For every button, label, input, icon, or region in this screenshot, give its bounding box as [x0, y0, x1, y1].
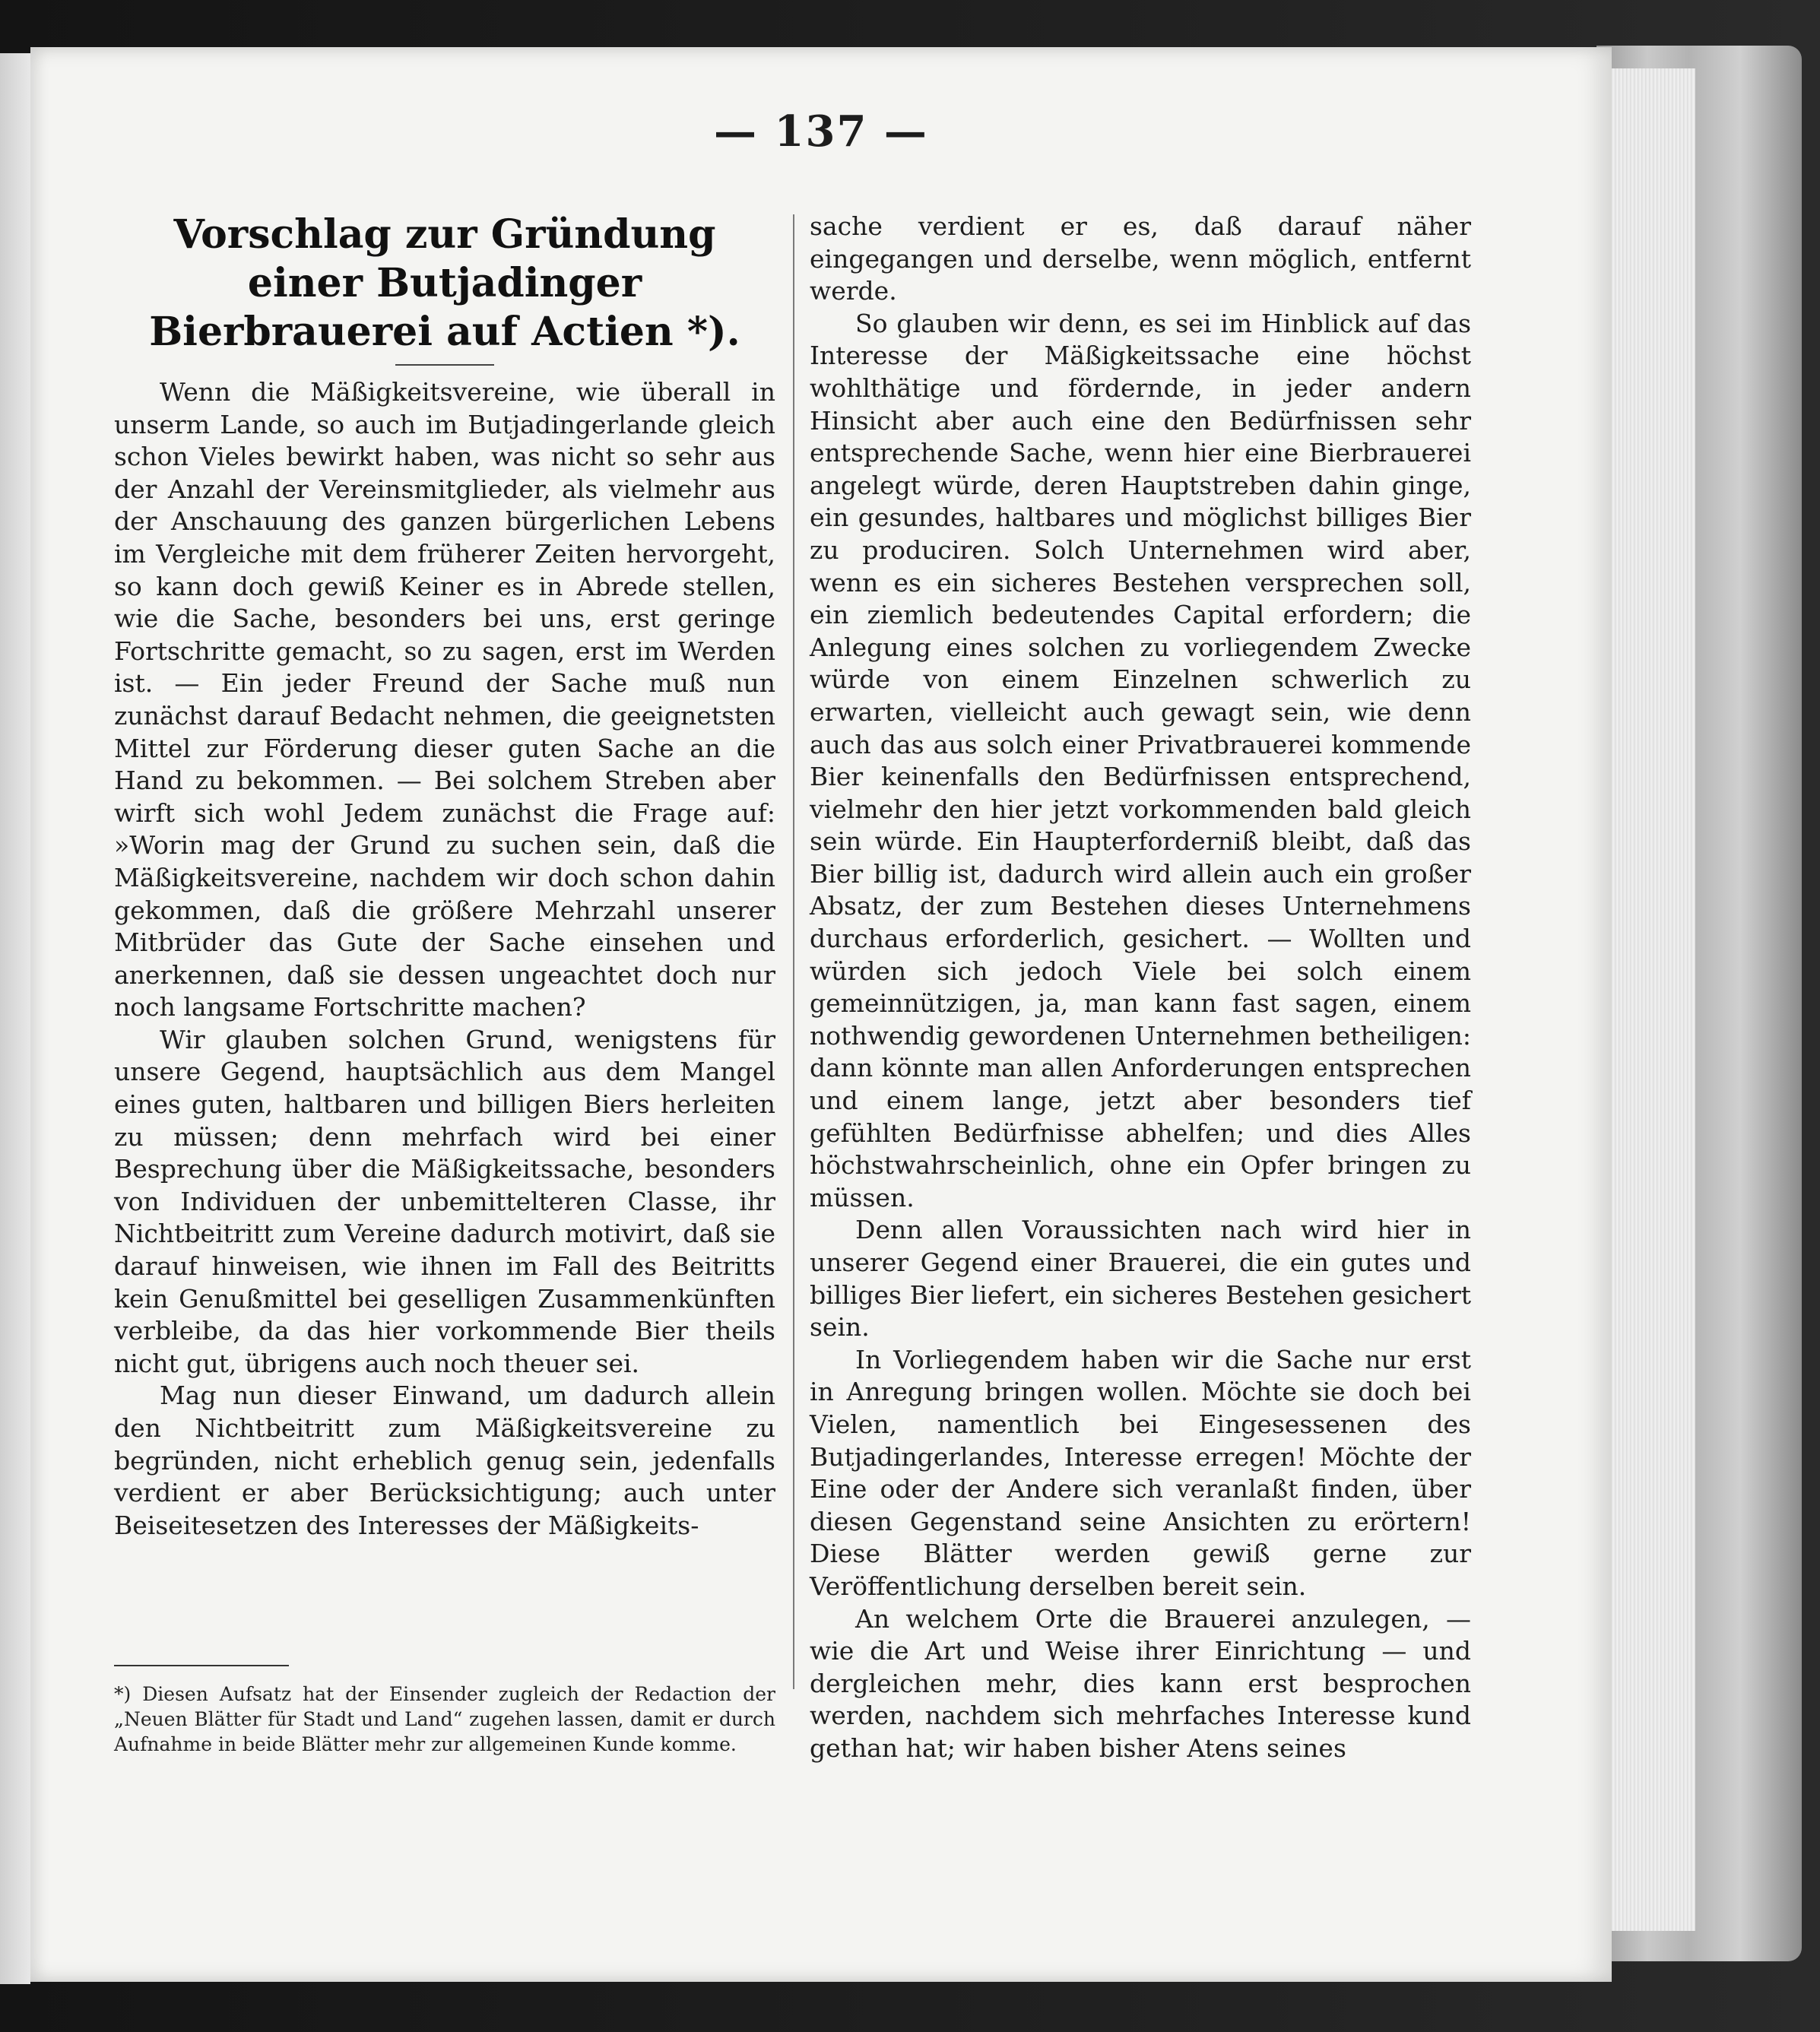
right-column — [810, 211, 1471, 1765]
left-column — [114, 211, 775, 1542]
footnote-rule — [114, 1665, 289, 1666]
article-title: Vorschlag zur Gründung einer Butjadinger Bierbrauerei auf Actien *). — [149, 211, 740, 355]
page-stack-edge — [1612, 68, 1695, 1931]
paragraph: sache verdient er es, daß darauf näher eingegangen und derselbe, wenn möglich, entfernt werde. — [810, 211, 1471, 306]
paragraph: Mag nun dieser Einwand, um dadurch allein den Nichtbeitritt zum Mäßigkeitsvereine zu begründen, nicht erheblich genug sein, jedenfalls verdient er aber Berücksichtigung; auch unter Beiseitesetzen des Interesses der Mäßigkeits- — [114, 1381, 775, 1540]
title-rule — [395, 364, 494, 366]
paragraph: Wenn die Mäßigkeitsvereine, wie überall in unserm Lande, so auch im Butjadingerlande gleich schon Vieles bewirkt haben, was nicht so sehr aus der Anzahl der Vereinsmitglieder, als vielmehr aus der Anschauung des ganzen bürgerlichen Lebens im Vergleiche mit dem früherer Zeiten hervorgeht, so kann doch gewiß Keiner es in Abrede stellen, wie die Sache, besonders bei uns, erst geringe Fortschritte gemacht, so zu sagen, erst im Werden ist. — Ein jeder Freund der Sache muß nun zunächst darauf Bedacht nehmen, die geeignetsten Mittel zur Förderung dieser guten Sache an die Hand zu bekommen. — Bei solchem Streben aber wirft sich wohl Jedem zunächst die Frage auf: »Worin mag der Grund zu suchen sein, daß die Mäßigkeitsvereine, nachdem wir doch schon dahin gekommen, daß die größere Mehrzahl unserer Mitbrüder das Gute der Sache einsehen und anerkennen, daß sie dessen ungeachtet doch nur noch langsame Fortschritte machen? — [114, 377, 775, 1022]
footnote: *) Diesen Aufsatz hat der Einsender zugleich der Redaction der „Neuen Blätter für Stadt und Land“ zugehen lassen, damit er durch Aufnahme in beide Blätter mehr zur allgemeinen Kunde komme. — [114, 1683, 775, 1755]
paragraph: In Vorliegendem haben wir die Sache nur erst in Anregung bringen wollen. Möchte sie doch bei Vielen, namentlich bei Eingesessenen des Butjadingerlandes, Interesse erregen! Möchte der Eine oder der Andere sich veranlaßt finden, über diesen Gegenstand seine Ansichten zu erörtern! Diese Blätter werden gewiß gerne zur Veröffentlichung derselben bereit sein. — [810, 1344, 1471, 1601]
paragraph: Wir glauben solchen Grund, wenigstens für unsere Gegend, hauptsächlich aus dem Mangel eines guten, haltbaren und billigen Biers herleiten zu müssen; denn mehrfach wird bei einer Besprechung über die Mäßigkeitssache, besonders von Individuen der unbemittelteren Classe, ihr Nichtbeitritt zum Vereine dadurch motivirt, daß sie darauf hinweisen, wie ihnen im Fall des Beitritts kein Genußmittel bei geselligen Zusammenkünften verbleibe, da das hier vorkommende Bier theils nicht gut, übrigens auch noch theuer sei. — [114, 1024, 775, 1378]
book-page — [30, 47, 1612, 1982]
paragraph: So glauben wir denn, es sei im Hinblick auf das Interesse der Mäßigkeitssache eine höchst wohlthätige und fördernde, in jeder andern Hinsicht aber auch eine den Bedürfnissen sehr entsprechende Sache, wenn hier eine Bierbrauerei angelegt würde, deren Hauptstreben dahin ginge, ein gesundes, haltbares und möglichst billiges Bier zu produciren. Solch Unternehmen wird aber, wenn es ein sicheres Bestehen versprechen soll, ein ziemlich bedeutendes Capital erfordern; die Anlegung eines solchen zu vorliegendem Zwecke würde von einem Einzelnen schwerlich zu erwarten, vielleicht auch gewagt sein, wie denn auch das aus solch einer Privatbrauerei kommende Bier keinenfalls den Bedürfnissen entsprechend, vielmehr den hier jetzt vorkommenden bald gleich sein würde. Ein Haupterforderniß bleibt, daß das Bier billig ist, dadurch wird allein auch ein großer Absatz, der zum Bestehen dieses Unternehmens durchaus erforderlich, gesichert. — Wollten und würden sich jedoch Viele bei solch einem gemeinnützigen, ja, man kann fast sagen, einem nothwendig gewordenen Unternehmen betheiligen: dann könnte man allen Anforderungen entsprechen und einem lange, jetzt aber besonders tief gefühlten Bedürfnisse abhelfen; und dies Alles höchstwahrscheinlich, ohne ein Opfer bringen zu müssen. — [810, 308, 1471, 1213]
paragraph: An welchem Orte die Brauerei anzulegen, — wie die Art und Weise ihrer Einrichtung — und dergleichen mehr, dies kann erst besprochen werden, nachdem sich mehrfaches Interesse kund gethan hat; wir haben bisher Atens seines — [810, 1603, 1471, 1763]
page-number: — 137 — — [714, 106, 928, 157]
paragraph: Denn allen Voraussichten nach wird hier in unserer Gegend einer Brauerei, die ein gutes und billiges Bier liefert, ein sicheres Bestehen gesichert sein. — [810, 1215, 1471, 1343]
column-divider — [793, 214, 794, 1689]
left-page-edge — [0, 53, 30, 1984]
